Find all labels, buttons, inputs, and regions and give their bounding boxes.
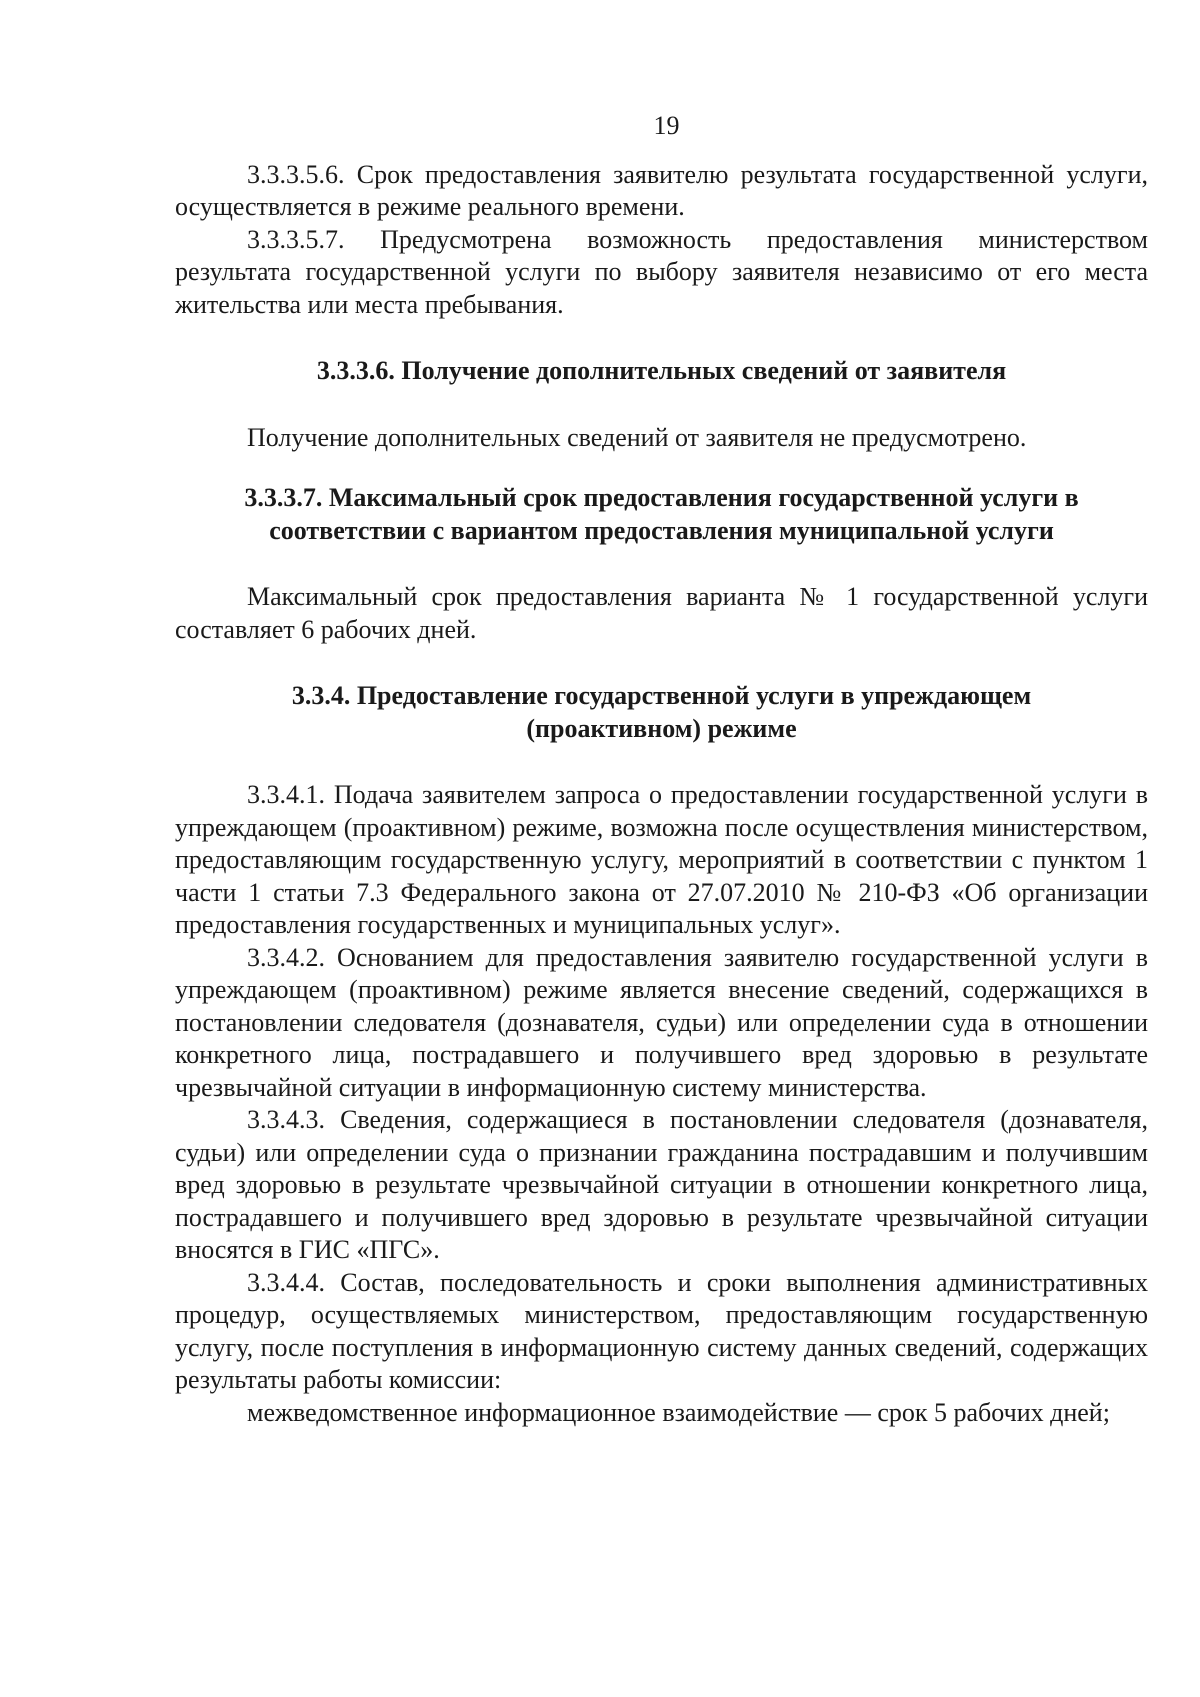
heading-3-3-3-7: [175, 482, 1148, 547]
heading-line: соответствии с вариантом предоставления муниципальной услуги: [269, 515, 1054, 545]
paragraph-3-3-3-5-6: 3.3.3.5.6. Срок предоставления заявителю результата государственной услуги, осуществляется в режиме реального времени.: [175, 159, 1148, 221]
heading-line: (проактивном) режиме: [526, 713, 797, 743]
heading-line: 3.3.3.7. Максимальный срок предоставления государственной услуги в: [244, 483, 1079, 512]
heading-3-3-3-6: 3.3.3.6. Получение дополнительных сведений от заявителя: [316, 356, 1007, 385]
page-number: 19: [653, 111, 680, 140]
document-page: [175, 110, 1148, 1429]
paragraph-3-3-3-5-7: 3.3.3.5.7. Предусмотрена возможность предоставления министерством результата государственной услуги по выбору заявителя независимо от его места жительства или места пребывания.: [175, 224, 1148, 319]
paragraph-no-additional-info: Получение дополнительных сведений от заявителя не предусмотрено.: [247, 422, 1027, 452]
paragraph-3-3-4-1: 3.3.4.1. Подача заявителем запроса о предоставлении государственной услуги в упреждающем (проактивном) режиме, возможна после осуществления министерством, предоставляющим государственную услугу, мероприятий в соответствии с пунктом 1 части 1 статьи 7.3 Федерального закона от 27.07.2010 № 210-ФЗ «Об организации предоставления государственных и муниципальных услуг».: [175, 780, 1148, 939]
paragraph-3-3-4-4: 3.3.4.4. Состав, последовательность и сроки выполнения административных процедур, осуществляемых министерством, предоставляющим государственную услугу, после поступления в информационную систему данных сведений, содержащих результаты работы комиссии:: [175, 1267, 1148, 1394]
heading-line: 3.3.4. Предоставление государственной услуги в упреждающем: [291, 681, 1032, 710]
paragraph-3-3-4-2: 3.3.4.2. Основанием для предоставления заявителю государственной услуги в упреждающем (проактивном) режиме является внесение сведений, содержащихся в постановлении следователя (дознавателя, судьи) или определении суда в отношении конкретного лица, пострадавшего и получившего вред здоровью в результате чрезвычайной ситуации в информационную систему министерства.: [175, 942, 1148, 1102]
paragraph-3-3-4-3: 3.3.4.3. Сведения, содержащиеся в постановлении следователя (дознавателя, судьи) или определении суда о признании гражданина пострадавшим и получившим вред здоровью в результате чрезвычайной ситуации в отношении конкретного лица, пострадавшего и получившего вред здоровью в результате чрезвычайной ситуации вносятся в ГИС «ПГС».: [175, 1105, 1148, 1264]
paragraph-max-term: Максимальный срок предоставления варианта № 1 государственной услуги составляет 6 рабочих дней.: [175, 582, 1148, 644]
paragraph-interagency-interaction: межведомственное информационное взаимодействие — срок 5 рабочих дней;: [247, 1397, 1110, 1427]
heading-3-3-4: [175, 680, 1148, 745]
